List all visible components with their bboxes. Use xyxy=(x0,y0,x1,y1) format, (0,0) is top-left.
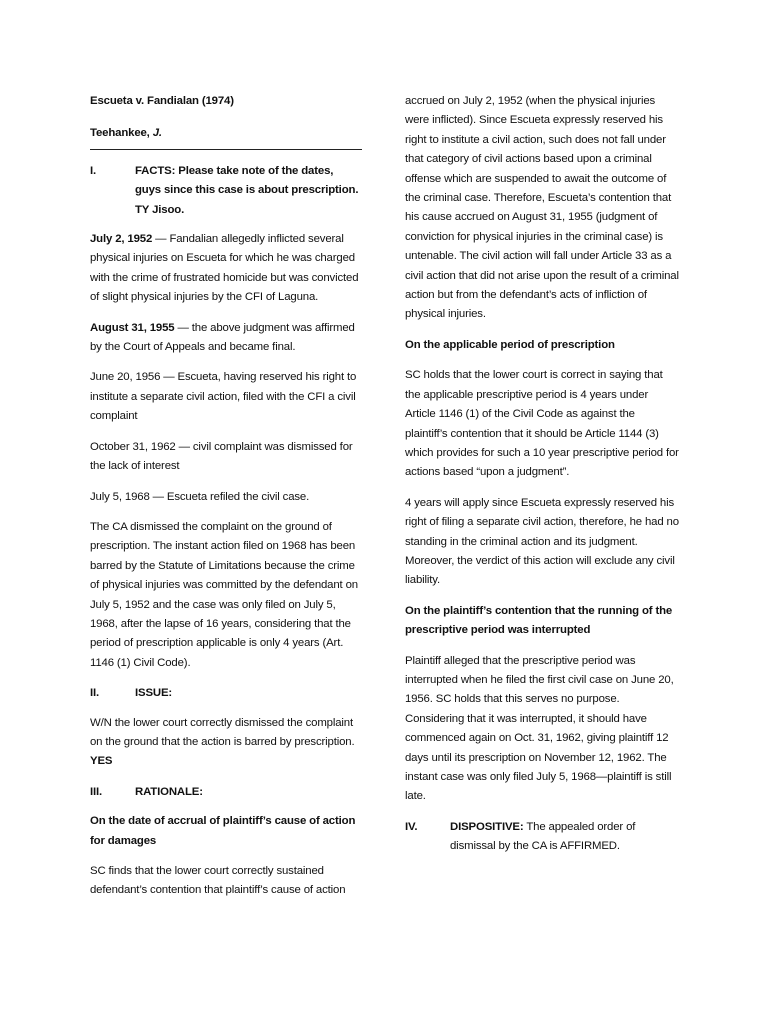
interruption-paragraph: Plaintiff alleged that the prescriptive period was interrupted when he filed the first civil case on June 20, 1956. SC holds that this serves no purpose. Considering that it was interrupted, it should have commenced again on Oct. 31, 1962, giving plaintiff 12 days until its prescription on November 12, 1962. The instant case was only filed July 5, 1968—plaintiff is still late. xyxy=(405,654,674,803)
rationale-number: III. xyxy=(90,785,103,798)
issue-text: W/N the lower court correctly dismissed the complaint on the ground that the action is barred by prescription. xyxy=(90,716,355,748)
facts-label: FACTS: Please take note of the dates, guys since this case is about prescription. TY Jisoo. xyxy=(135,164,359,216)
dispositive-number: IV. xyxy=(405,820,418,833)
case-title: Escueta v. Fandialan (1974) xyxy=(90,95,234,107)
author-suffix: J. xyxy=(152,127,162,140)
fact-date: August 31, 1955 xyxy=(90,321,175,334)
dispositive-text: The appealed order of dismissal by the CA is AFFIRMED. xyxy=(450,820,636,853)
issue-answer: YES xyxy=(90,755,113,768)
fact-entry-1 xyxy=(90,230,362,308)
fact-entry-2 xyxy=(90,319,362,358)
fact-entry-5: July 5, 1968 — Escueta refiled the civil case. xyxy=(90,490,310,503)
fact-text: — the above judgment was affirmed by the Court of Appeals and became final. xyxy=(90,321,355,354)
facts-number: I. xyxy=(90,164,97,177)
facts-heading xyxy=(90,162,362,220)
issue-paragraph xyxy=(90,714,362,772)
author-name: Teehankee, xyxy=(90,127,150,140)
period-paragraph-1: SC holds that the lower court is correct in saying that the applicable prescriptive period is 4 years under Article 1146 (1) of the Civil Code as against the plaintiff’s contention that it should be Article 1144 (3) which provides for such a 10 year prescriptive period for actions based “upon a judgment”. xyxy=(405,369,679,479)
dispositive-section xyxy=(405,818,680,857)
dispositive-label: DISPOSITIVE: xyxy=(450,820,524,833)
period-paragraph-2: 4 years will apply since Escueta expressly reserved his right of filing a separate civil action, therefore, he had no standing in the criminal action and its judgment. Moreover, the verdict of this action will exclude any civil liability. xyxy=(405,496,679,587)
fact-entry-3: June 20, 1956 — Escueta, having reserved his right to institute a separate civil action, filed with the CFI a civil complaint xyxy=(90,371,357,423)
accrual-text-part1: SC finds that the lower court correctly sustained defendant’s contention that plaintiff’s cause of action xyxy=(90,865,346,897)
interruption-subheading: On the plaintiff’s contention that the running of the prescriptive period was interrupted xyxy=(405,604,673,637)
fact-text: — Fandalian allegedly inflicted several physical injuries on Escueta for which he was charged with the crime of frustrated homicide but was convicted of slight physical injuries by the CFI of Laguna. xyxy=(90,233,359,304)
issue-label: ISSUE: xyxy=(135,687,173,700)
issue-heading xyxy=(90,684,362,703)
fact-date: July 2, 1952 xyxy=(90,233,153,246)
rationale-label: RATIONALE: xyxy=(135,785,203,798)
right-column xyxy=(405,92,680,867)
case-author xyxy=(90,124,362,149)
issue-number: II. xyxy=(90,687,100,700)
rationale-heading xyxy=(90,783,362,802)
ca-dismissal-paragraph: The CA dismissed the complaint on the ground of prescription. The instant action filed on 1968 has been barred by the Statute of Limitations because the crime of physical injuries was committed by the defendant on July 5, 1952 and the case was only filed on July 5, 1968, after the lapse of 16 years, considering that the period of prescription applicable is only 4 years (Art. 1146 (1) Civil Code). xyxy=(90,520,358,669)
accrual-text-part2: accrued on July 2, 1952 (when the physical injuries were inflicted). Since Escueta expressly reserved his right to institute a civil action, such does not fall under that category of civil actions based upon a criminal offense which are suspended to await the outcome of the criminal case. Therefore, Escueta’s contention that his cause accrued on August 31, 1955 (judgment of conviction for physical injuries in the criminal case) is untenable. The civil action will fall under Article 33 as a civil action that did not arise upon the result of a criminal action but from the defendant’s acts of infliction of physical injuries. xyxy=(405,95,679,321)
fact-entry-4: October 31, 1962 — civil complaint was dismissed for the lack of interest xyxy=(90,440,353,473)
accrual-subheading: On the date of accrual of plaintiff’s cause of action for damages xyxy=(90,815,356,847)
left-column xyxy=(90,92,362,912)
period-subheading: On the applicable period of prescription xyxy=(405,338,615,351)
